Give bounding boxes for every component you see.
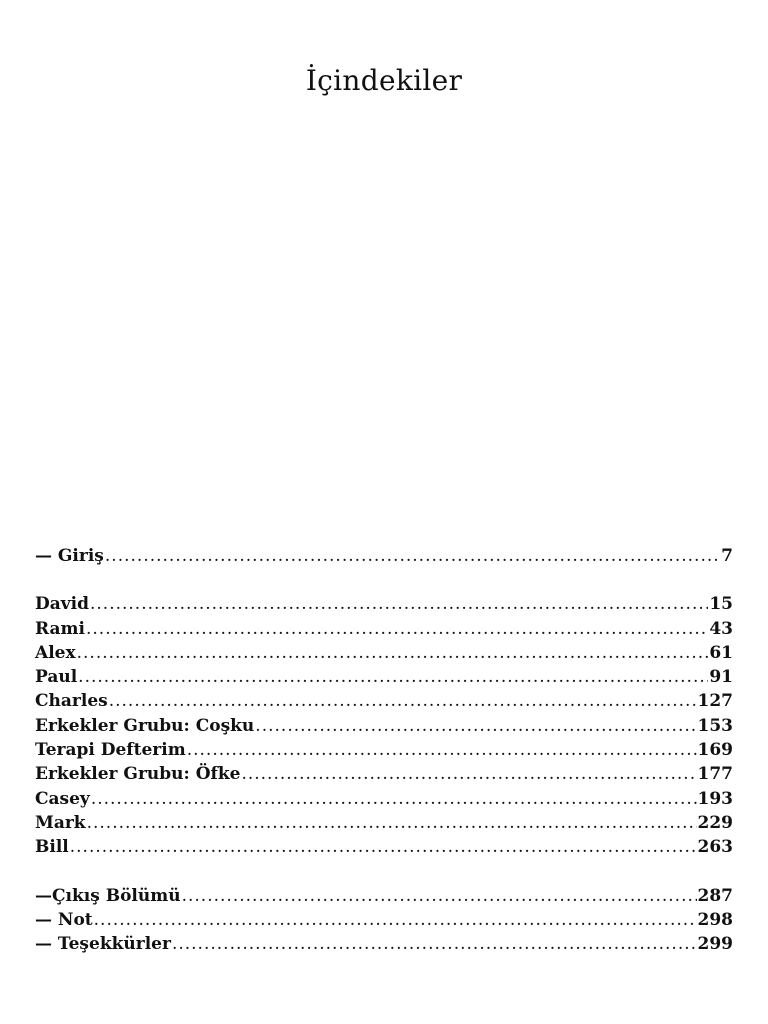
toc-outro-group (35, 884, 733, 957)
toc-entry-rami[interactable] (35, 617, 733, 641)
toc-entry-page: 91 (709, 667, 733, 688)
toc-entry-page: 263 (697, 837, 733, 858)
toc-entry-page: 127 (697, 691, 733, 712)
dot-leader (187, 738, 697, 762)
dot-leader (70, 835, 697, 859)
dot-leader (109, 689, 697, 713)
toc-entry-page: 299 (697, 934, 733, 955)
toc-entry-page: 287 (697, 885, 733, 906)
toc-entry-david[interactable] (35, 592, 733, 616)
toc-entry-page: 298 (697, 909, 733, 930)
toc-entry-label: Alex (35, 642, 76, 663)
toc-entry-page: 43 (709, 618, 733, 639)
toc-entry-label: — Not (35, 909, 93, 930)
toc-entry-label: Casey (35, 788, 90, 809)
dot-leader (105, 544, 720, 568)
toc-entry-page: 169 (697, 740, 733, 761)
toc-entry-mark[interactable] (35, 811, 733, 835)
toc-entry-erkekler-grubu-ofke[interactable] (35, 762, 733, 786)
toc-entry-label: — Giriş (35, 546, 104, 566)
toc-entry-label: Rami (35, 618, 85, 639)
dot-leader (77, 641, 709, 665)
toc-entry-casey[interactable] (35, 787, 733, 811)
toc-entry-alex[interactable] (35, 641, 733, 665)
toc-entry-label: Bill (35, 837, 69, 858)
toc-entry-label: David (35, 594, 89, 615)
toc-entry-page: 15 (709, 594, 733, 615)
toc-entry-erkekler-grubu-cosku[interactable] (35, 714, 733, 738)
toc-entry-tesekkurler[interactable] (35, 932, 733, 956)
toc-entry-page: 153 (697, 715, 733, 736)
toc-entry-cikis-bolumu[interactable] (35, 884, 733, 908)
toc-entry-label: —Çıkış Bölümü (35, 885, 181, 906)
toc-entry-label: Erkekler Grubu: Öfke (35, 764, 241, 785)
toc-entry-label: Mark (35, 812, 86, 833)
dot-leader (91, 787, 697, 811)
section-gap (35, 568, 733, 592)
toc-entry-page: 193 (697, 788, 733, 809)
toc-entry-page: 61 (709, 642, 733, 663)
table-of-contents (35, 544, 733, 956)
toc-entry-not[interactable] (35, 908, 733, 932)
toc-entry-charles[interactable] (35, 689, 733, 713)
toc-entry-paul[interactable] (35, 665, 733, 689)
dot-leader (87, 811, 697, 835)
toc-entry-label: Charles (35, 691, 108, 712)
dot-leader (255, 714, 696, 738)
page-title: İçindekiler (305, 64, 463, 97)
toc-entry-page: 7 (721, 546, 733, 566)
dot-leader (86, 617, 708, 641)
toc-entry-giris[interactable] (35, 544, 733, 568)
toc-entry-terapi-defterim[interactable] (35, 738, 733, 762)
toc-intro-group (35, 544, 733, 568)
toc-entry-bill[interactable] (35, 835, 733, 859)
toc-entry-label: — Teşekkürler (35, 934, 171, 955)
toc-entry-label: Erkekler Grubu: Coşku (35, 715, 255, 736)
section-gap (35, 860, 733, 884)
toc-entry-page: 229 (697, 812, 733, 833)
dot-leader (241, 762, 696, 786)
toc-entry-page: 177 (697, 764, 733, 785)
dot-leader (94, 908, 697, 932)
dot-leader (172, 932, 697, 956)
toc-entry-label: Terapi Defterim (35, 740, 186, 761)
dot-leader (182, 884, 697, 908)
toc-chapters-group (35, 592, 733, 859)
dot-leader (78, 665, 708, 689)
dot-leader (90, 592, 708, 616)
toc-entry-label: Paul (35, 667, 78, 688)
